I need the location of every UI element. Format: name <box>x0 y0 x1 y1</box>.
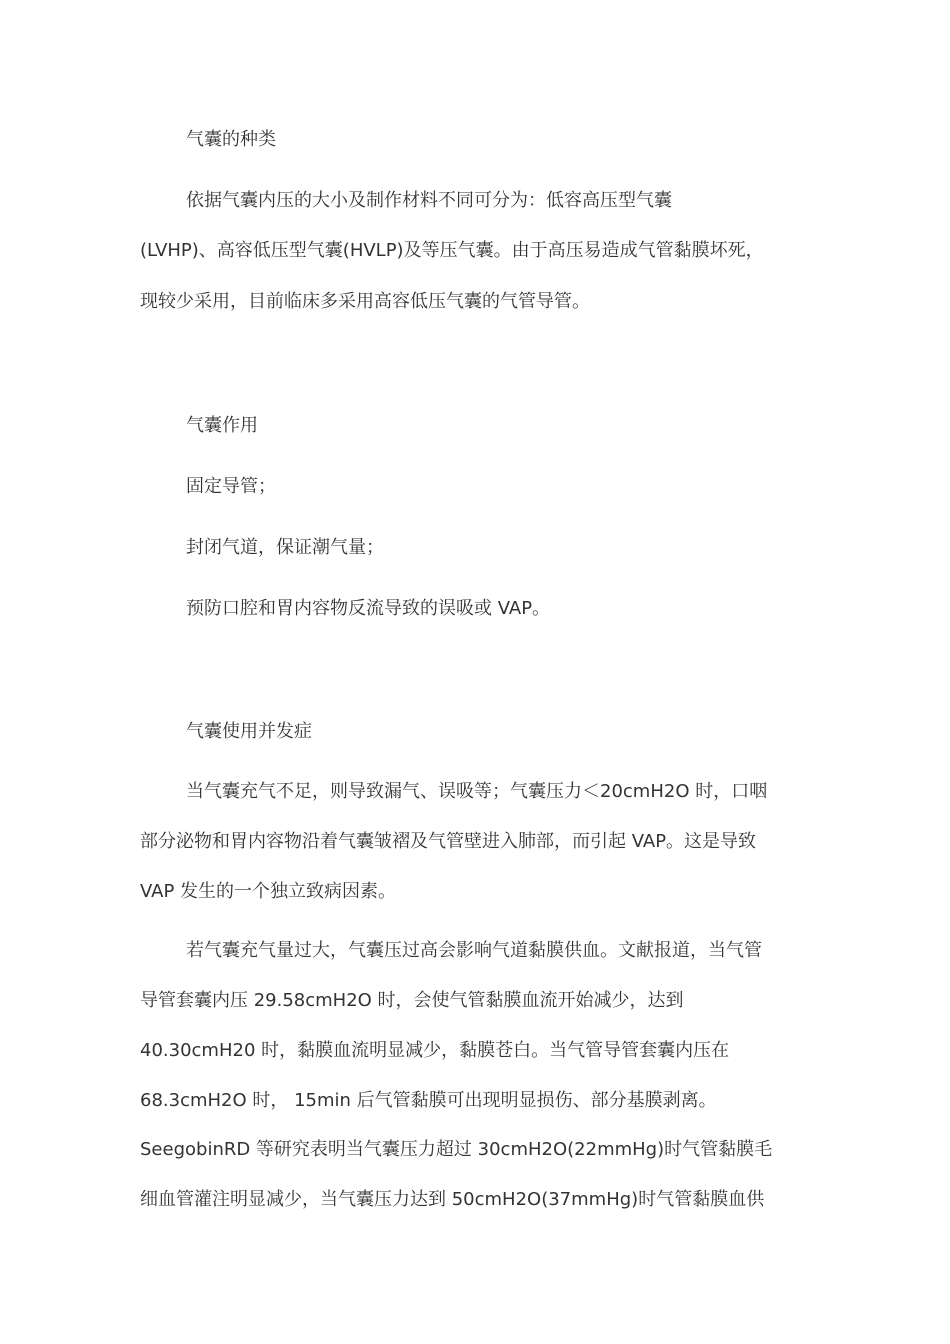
paragraph-line: 现较少采用，目前临床多采用高容低压气囊的气管导管。 <box>140 291 590 312</box>
paragraph-line: 68.3cmH2O 时， 15min 后气管黏膜可出现明显损伤、部分基膜剥离。 <box>140 1090 717 1111</box>
section-heading-cuff-types: 气囊的种类 <box>186 129 276 150</box>
section-heading-cuff-complications: 气囊使用并发症 <box>186 721 312 742</box>
paragraph-line: 导管套囊内压 29.58cmH2O 时，会使气管黏膜血流开始减少，达到 <box>140 990 684 1011</box>
paragraph-line: 40.30cmH20 时，黏膜血流明显减少，黏膜苍白。当气管导管套囊内压在 <box>140 1040 730 1061</box>
list-item: 预防口腔和胃内容物反流导致的误吸或 VAP。 <box>186 598 551 619</box>
paragraph-line: 细血管灌注明显减少，当气囊压力达到 50cmH2O(37mmHg)时气管黏膜血供 <box>140 1189 765 1210</box>
paragraph-line: 若气囊充气量过大，气囊压过高会影响气道黏膜供血。文献报道，当气管 <box>186 940 762 961</box>
section-heading-cuff-function: 气囊作用 <box>186 415 258 436</box>
paragraph-line: (LVHP)、高容低压型气囊(HVLP)及等压气囊。由于高压易造成气管黏膜坏死， <box>140 240 764 261</box>
list-item: 封闭气道，保证潮气量； <box>186 537 384 558</box>
paragraph-line: 当气囊充气不足，则导致漏气、误吸等；气囊压力＜20cmH2O 时，口咽 <box>186 781 768 802</box>
paragraph-line: VAP 发生的一个独立致病因素。 <box>140 881 397 902</box>
paragraph-line: 部分泌物和胃内容物沿着气囊皱褶及气管壁进入肺部，而引起 VAP。这是导致 <box>140 831 757 852</box>
paragraph-line: SeegobinRD 等研究表明当气囊压力超过 30cmH2O(22mmHg)时气管黏膜毛 <box>140 1139 773 1160</box>
paragraph-line: 依据气囊内压的大小及制作材料不同可分为：低容高压型气囊 <box>186 190 672 211</box>
list-item: 固定导管； <box>186 476 276 497</box>
